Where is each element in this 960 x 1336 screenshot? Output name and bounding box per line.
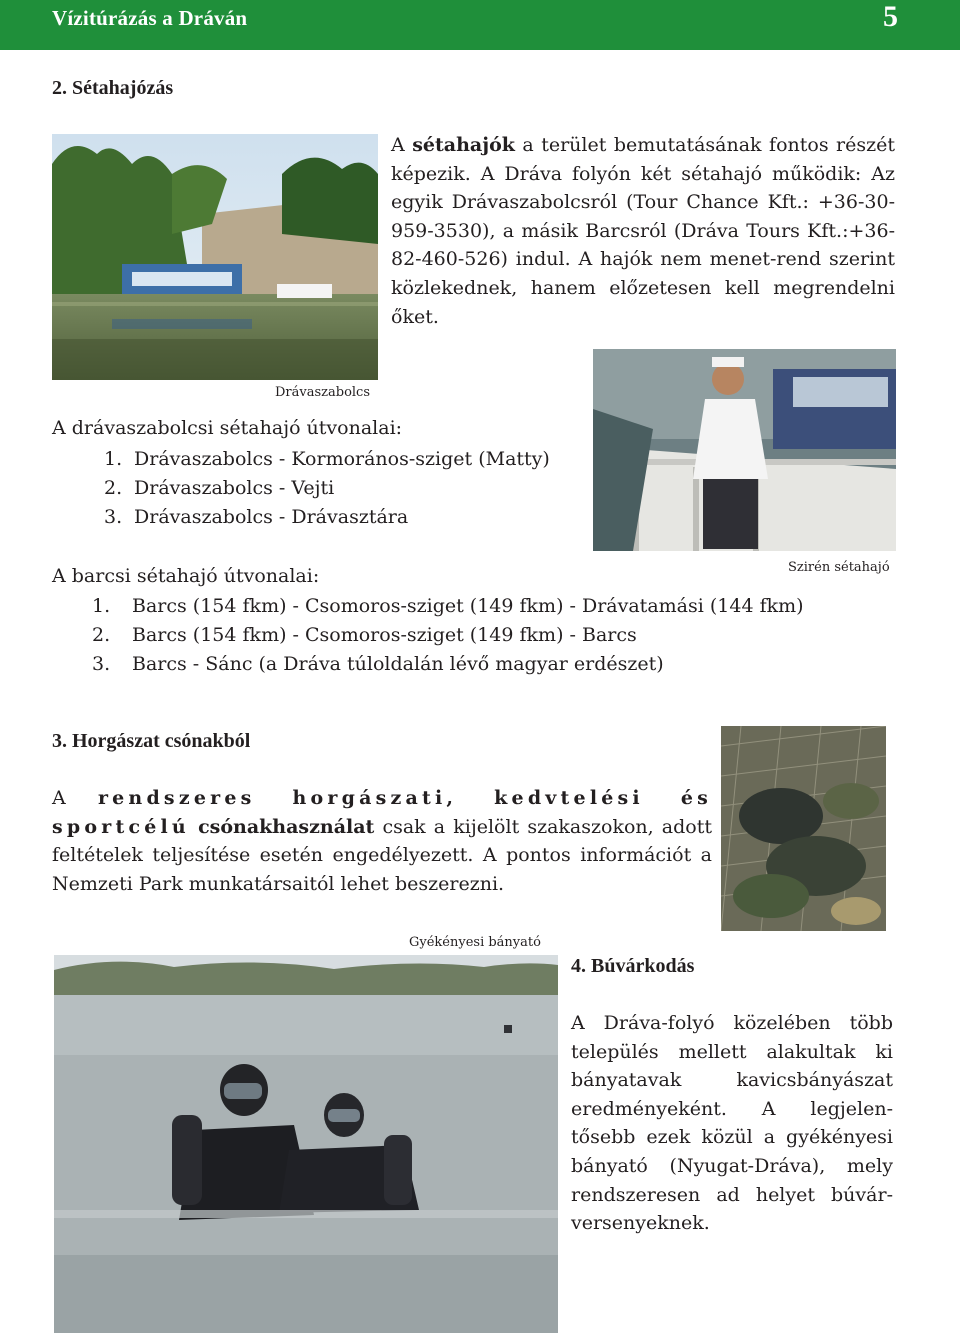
section3-text: A rendszeres horgászati, kedvtelési és sportcélú csónakhasználat csak a kijelölt szakaszokon, adott feltételek teljesítése esetén engedélyezett. A pontos információt a Nemzeti Park munkatársaitól lehet beszerezni. [52,787,713,895]
page-header [0,0,960,50]
list-item: 3. Drávaszabolcs - Drávasztára [104,506,409,528]
routes-b-title: A barcsi sétahajó útvonalai: [52,565,320,587]
routes-b-list [92,592,804,679]
list-item: 1. Barcs (154 fkm) - Csomoros-sziget (149 fkm) - Drávatamási (144 fkm) [92,595,804,617]
fish-net-photo [721,726,886,931]
list-item: 3. Barcs - Sánc (a Dráva túloldalán lévő magyar erdészet) [92,653,664,675]
photo1-caption: Drávaszabolcs [275,385,371,400]
section4-heading: 4. Búvárkodás [571,955,695,977]
list-item: 1. Drávaszabolcs - Kormorános-sziget (Matty) [104,448,550,470]
header-title: Vízitúrázás a Dráván [52,6,248,30]
divers-lake-photo [54,955,558,1333]
section4-text: A Dráva-folyó közelében több település mellett alakultak ki bányatavak kavicsbányászat eredményeként. A legjelen-tősebb ezek közül a gyékényesi bányató (Nyugat-Dráva), mely rendszeresen ad helyet búvár-versenyeknek. [571,1012,893,1235]
list-item: 2. Drávaszabolcs - Vejti [104,477,335,499]
photo3-caption: Gyékényesi bányató [409,935,541,950]
siren-boat-photo [593,349,896,551]
routes-a-list [104,445,550,532]
page-number: 5 [883,0,898,33]
routes-a-title: A drávaszabolcsi sétahajó útvonalai: [52,417,403,439]
list-item: 2. Barcs (154 fkm) - Csomoros-sziget (149 fkm) - Barcs [92,624,637,646]
section3-heading: 3. Horgászat csónakból [52,730,251,752]
spaced-bold-text: rendszeres horgászati, kedvtelési és sportcélú [52,787,713,838]
section2-heading: 2. Sétahajózás [52,77,174,99]
drava-harbour-photo [52,134,378,380]
photo2-caption: Szirén sétahajó [788,560,890,575]
bold-setahajok: sétahajók [412,134,515,156]
section2-intro: A sétahajók a terület bemutatásának fontos részét képezik. A Dráva folyón két sétahajó működik: Az egyik Drávaszabolcsról (Tour Chance Kft.: +36-30-959-3530), a másik Barcsról (Dráva Tours Kft.:+36-82-460-526) indul. A hajók nem menet-rend szerint közlekednek, hanem előzetesen kell megrendelni őket. [391,134,896,328]
bold-csonakhasznalat: csónakhasználat [198,815,375,838]
